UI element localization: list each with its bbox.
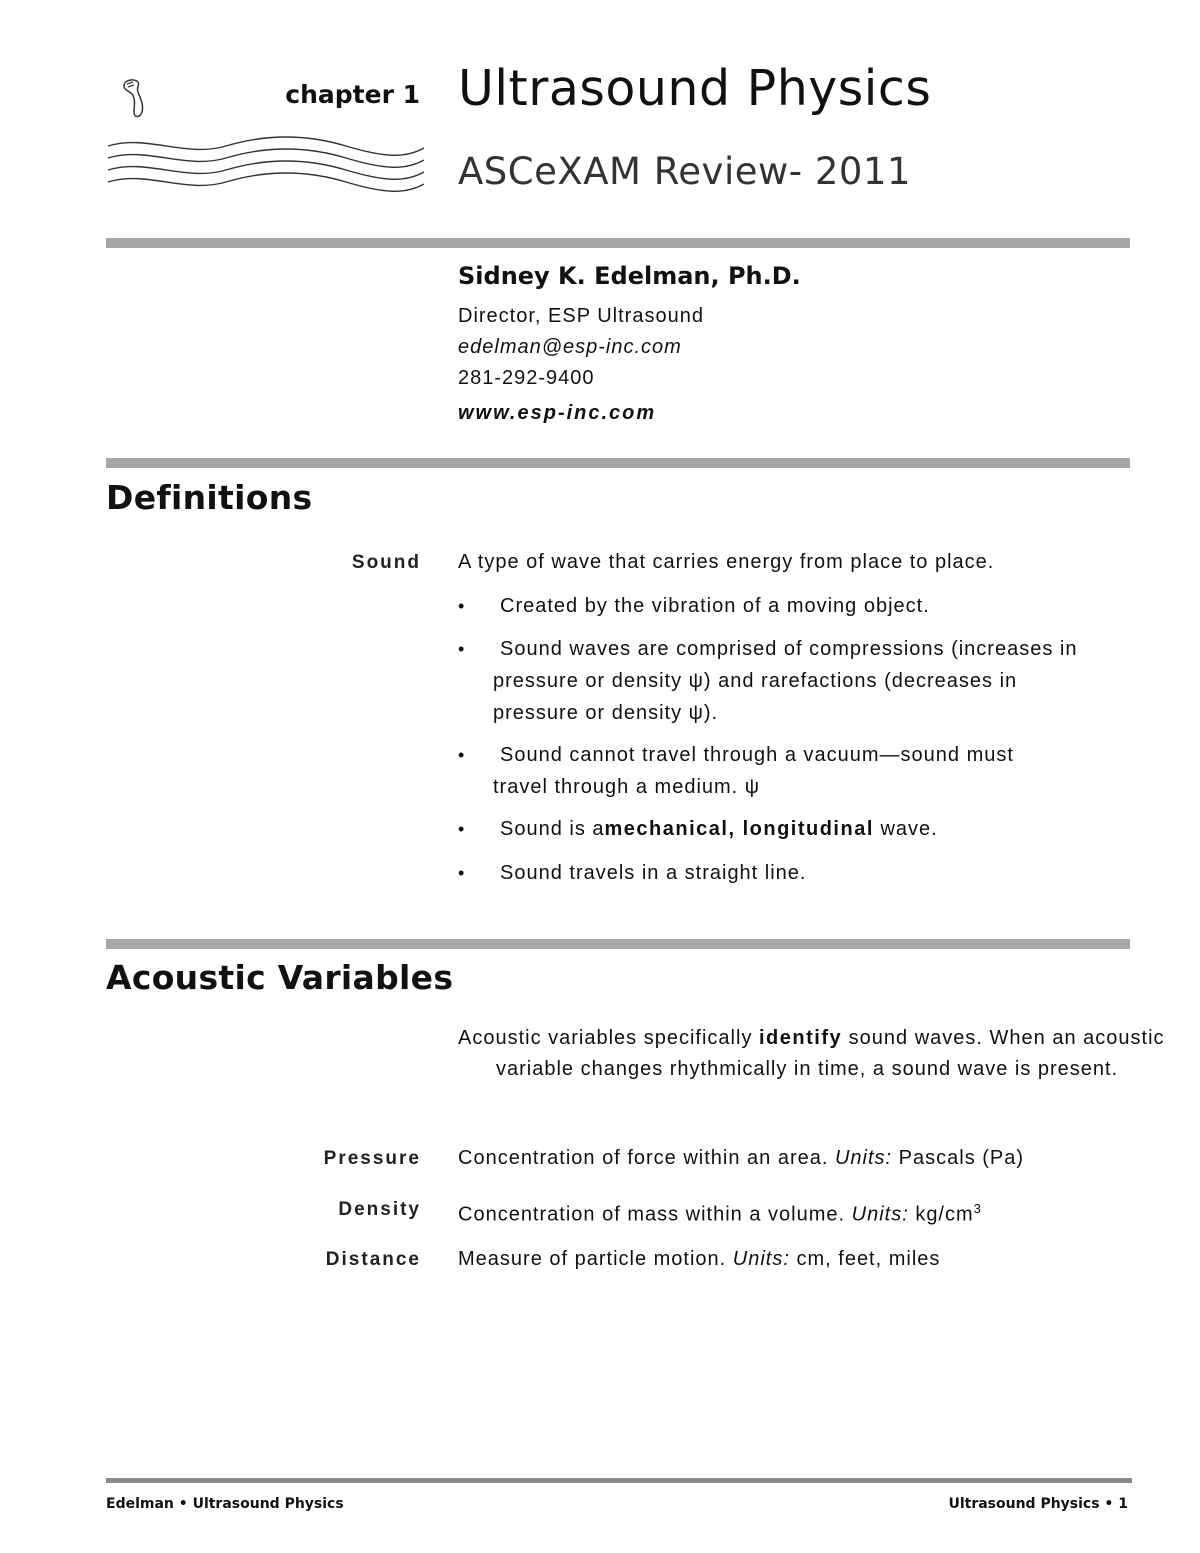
term-sound: Sound — [351, 552, 421, 573]
term-density: Density — [338, 1199, 421, 1220]
divider-rule — [106, 458, 1130, 468]
author-email[interactable]: edelman@esp-inc.com — [458, 336, 682, 358]
acoustic-variables-heading: Acoustic Variables — [106, 958, 454, 997]
pressure-definition: Concentration of force within an area. Units: Pascals (Pa) — [458, 1147, 1025, 1169]
bullet-marker: • — [458, 596, 465, 616]
bullet-marker: • — [458, 819, 465, 839]
author-website[interactable]: www.esp-inc.com — [458, 402, 657, 424]
chapter-label: chapter 1 — [285, 80, 420, 109]
bullet-item: Sound is amechanical, longitudinal wave. — [500, 818, 938, 840]
chapter-subtitle: ASCeXAM Review- 2011 — [458, 150, 912, 193]
sound-definition: A type of wave that carries energy from place to place. — [458, 551, 995, 573]
footer-page-number: Ultrasound Physics • 1 — [948, 1496, 1128, 1512]
term-pressure: Pressure — [323, 1148, 421, 1169]
divider-rule — [106, 939, 1130, 949]
author-name: Sidney K. Edelman, Ph.D. — [458, 262, 801, 290]
author-phone: 281-292-9400 — [458, 367, 595, 389]
acoustic-intro: Acoustic variables specifically identify sound waves. When an acoustic variable changes rhythmically in time, a sound wave is present. — [458, 1027, 1165, 1080]
bullet-item: Created by the vibration of a moving object. — [500, 595, 930, 617]
transducer-probe-icon — [118, 76, 158, 120]
bullet-item: Sound waves are comprised of compressions (increases in pressure or density ψ) and rarefactions (decreases in pressure or density ψ). — [493, 638, 1078, 724]
bullet-marker: • — [458, 863, 465, 883]
term-distance: Distance — [325, 1249, 421, 1270]
chapter-title: Ultrasound Physics — [458, 60, 932, 117]
footer-left: Edelman • Ultrasound Physics — [106, 1496, 344, 1512]
density-definition: Concentration of mass within a volume. Units: $kg/cm^3$ — [458, 1201, 982, 1226]
footer-rule — [106, 1478, 1132, 1483]
divider-rule — [106, 238, 1130, 248]
bullet-marker: • — [458, 745, 465, 765]
definitions-heading: Definitions — [106, 478, 313, 517]
distance-definition: Measure of particle motion. Units: cm, feet, miles — [458, 1248, 941, 1270]
author-role: Director, ESP Ultrasound — [458, 305, 704, 327]
bullet-item: Sound cannot travel through a vacuum—sound must travel through a medium. ψ — [493, 744, 1014, 798]
wave-lines-icon — [106, 136, 426, 192]
bullet-marker: • — [458, 639, 465, 659]
bullet-item: Sound travels in a straight line. — [500, 862, 807, 884]
